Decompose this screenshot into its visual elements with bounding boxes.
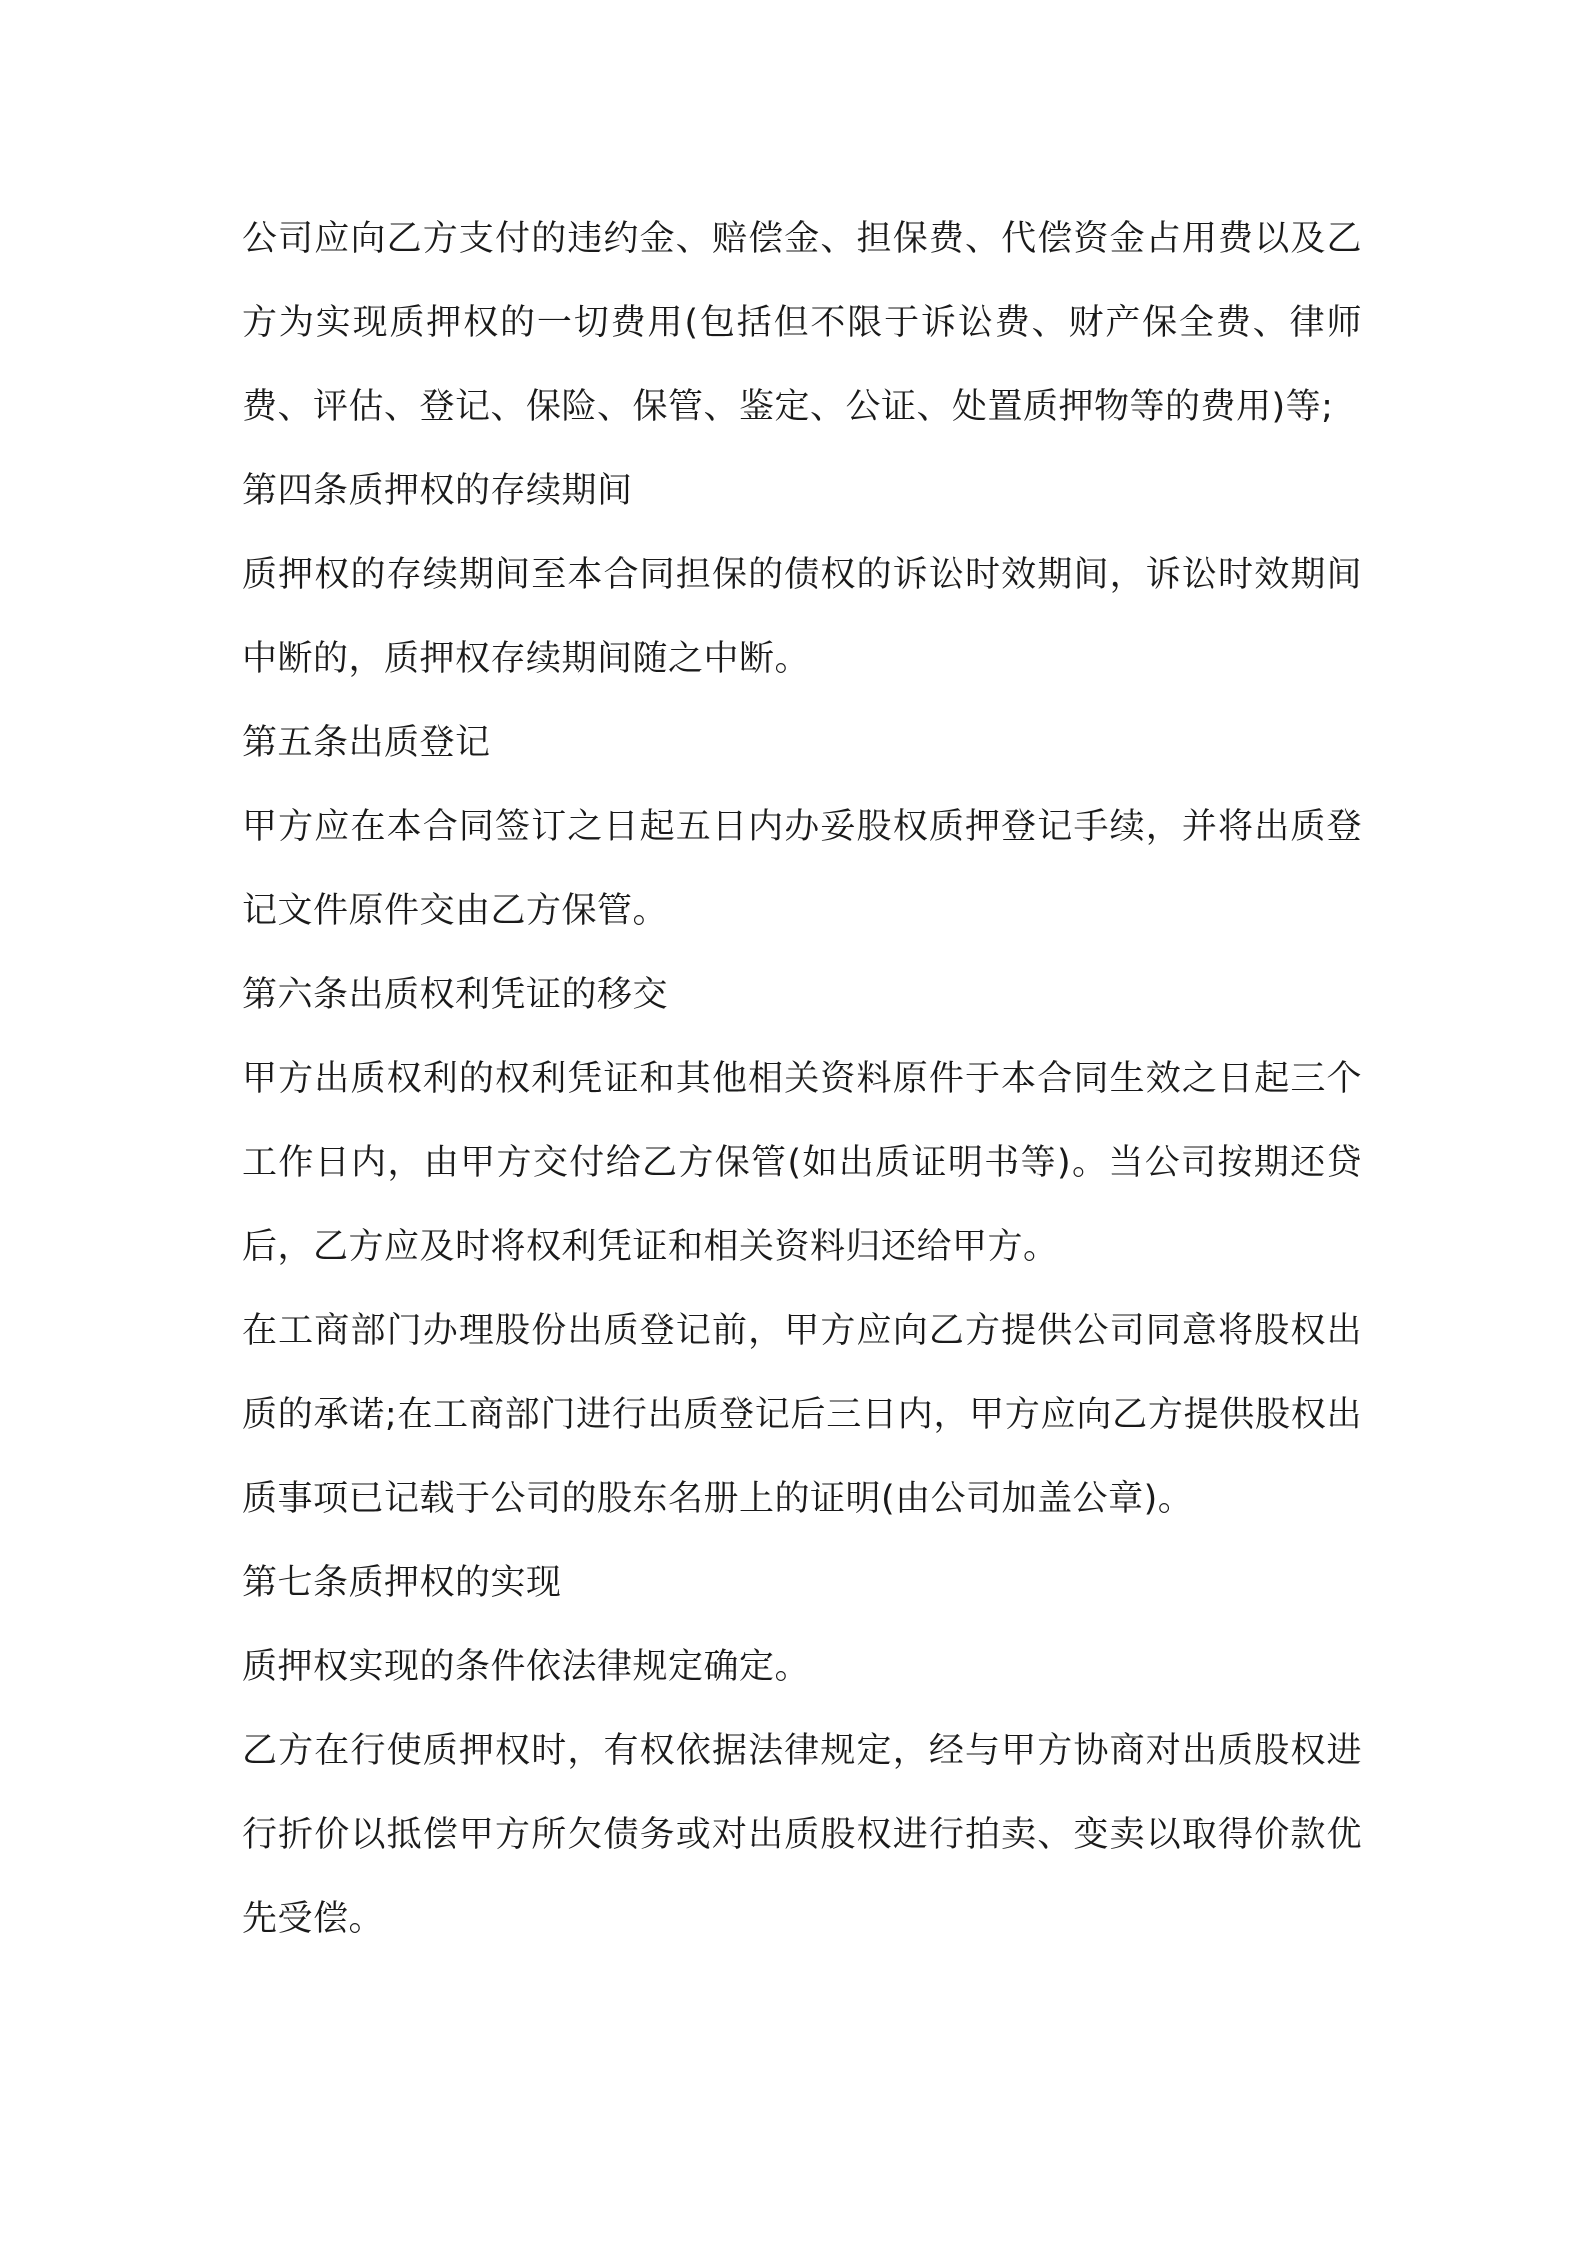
paragraph-pledge-duration: 质押权的存续期间至本合同担保的债权的诉讼时效期间，诉讼时效期间中断的，质押权存续期间随之中断。 <box>242 555 1362 679</box>
document-body <box>242 197 1362 1961</box>
paragraph-fees: 公司应向乙方支付的违约金、赔偿金、担保费、代偿资金占用费以及乙方为实现质押权的一切费用(包括但不限于诉讼费、财产保全费、律师费、评估、登记、保险、保管、鉴定、公证、处置质押物等的费用)等; <box>242 219 1362 427</box>
paragraph-commerce-registration: 在工商部门办理股份出质登记前，甲方应向乙方提供公司同意将股权出质的承诺;在工商部门进行出质登记后三日内，甲方应向乙方提供股权出质事项已记载于公司的股东名册上的证明(由公司加盖公章)。 <box>242 1311 1362 1519</box>
paragraph-pledge-registration: 甲方应在本合同签订之日起五日内办妥股权质押登记手续，并将出质登记文件原件交由乙方保管。 <box>242 807 1362 931</box>
paragraph-certificate-transfer: 甲方出质权利的权利凭证和其他相关资料原件于本合同生效之日起三个工作日内，由甲方交付给乙方保管(如出质证明书等)。当公司按期还贷后，乙方应及时将权利凭证和相关资料归还给甲方。 <box>242 1059 1362 1267</box>
article-5-heading: 第五条出质登记 <box>242 723 491 763</box>
paragraph-realization-methods: 乙方在行使质押权时，有权依据法律规定，经与甲方协商对出质股权进行折价以抵偿甲方所欠债务或对出质股权进行拍卖、变卖以取得价款优先受偿。 <box>242 1731 1362 1939</box>
article-6-heading: 第六条出质权利凭证的移交 <box>242 975 669 1015</box>
article-4-heading: 第四条质押权的存续期间 <box>242 471 633 511</box>
article-7-heading: 第七条质押权的实现 <box>242 1563 562 1603</box>
paragraph-realization-conditions: 质押权实现的条件依法律规定确定。 <box>242 1647 811 1687</box>
